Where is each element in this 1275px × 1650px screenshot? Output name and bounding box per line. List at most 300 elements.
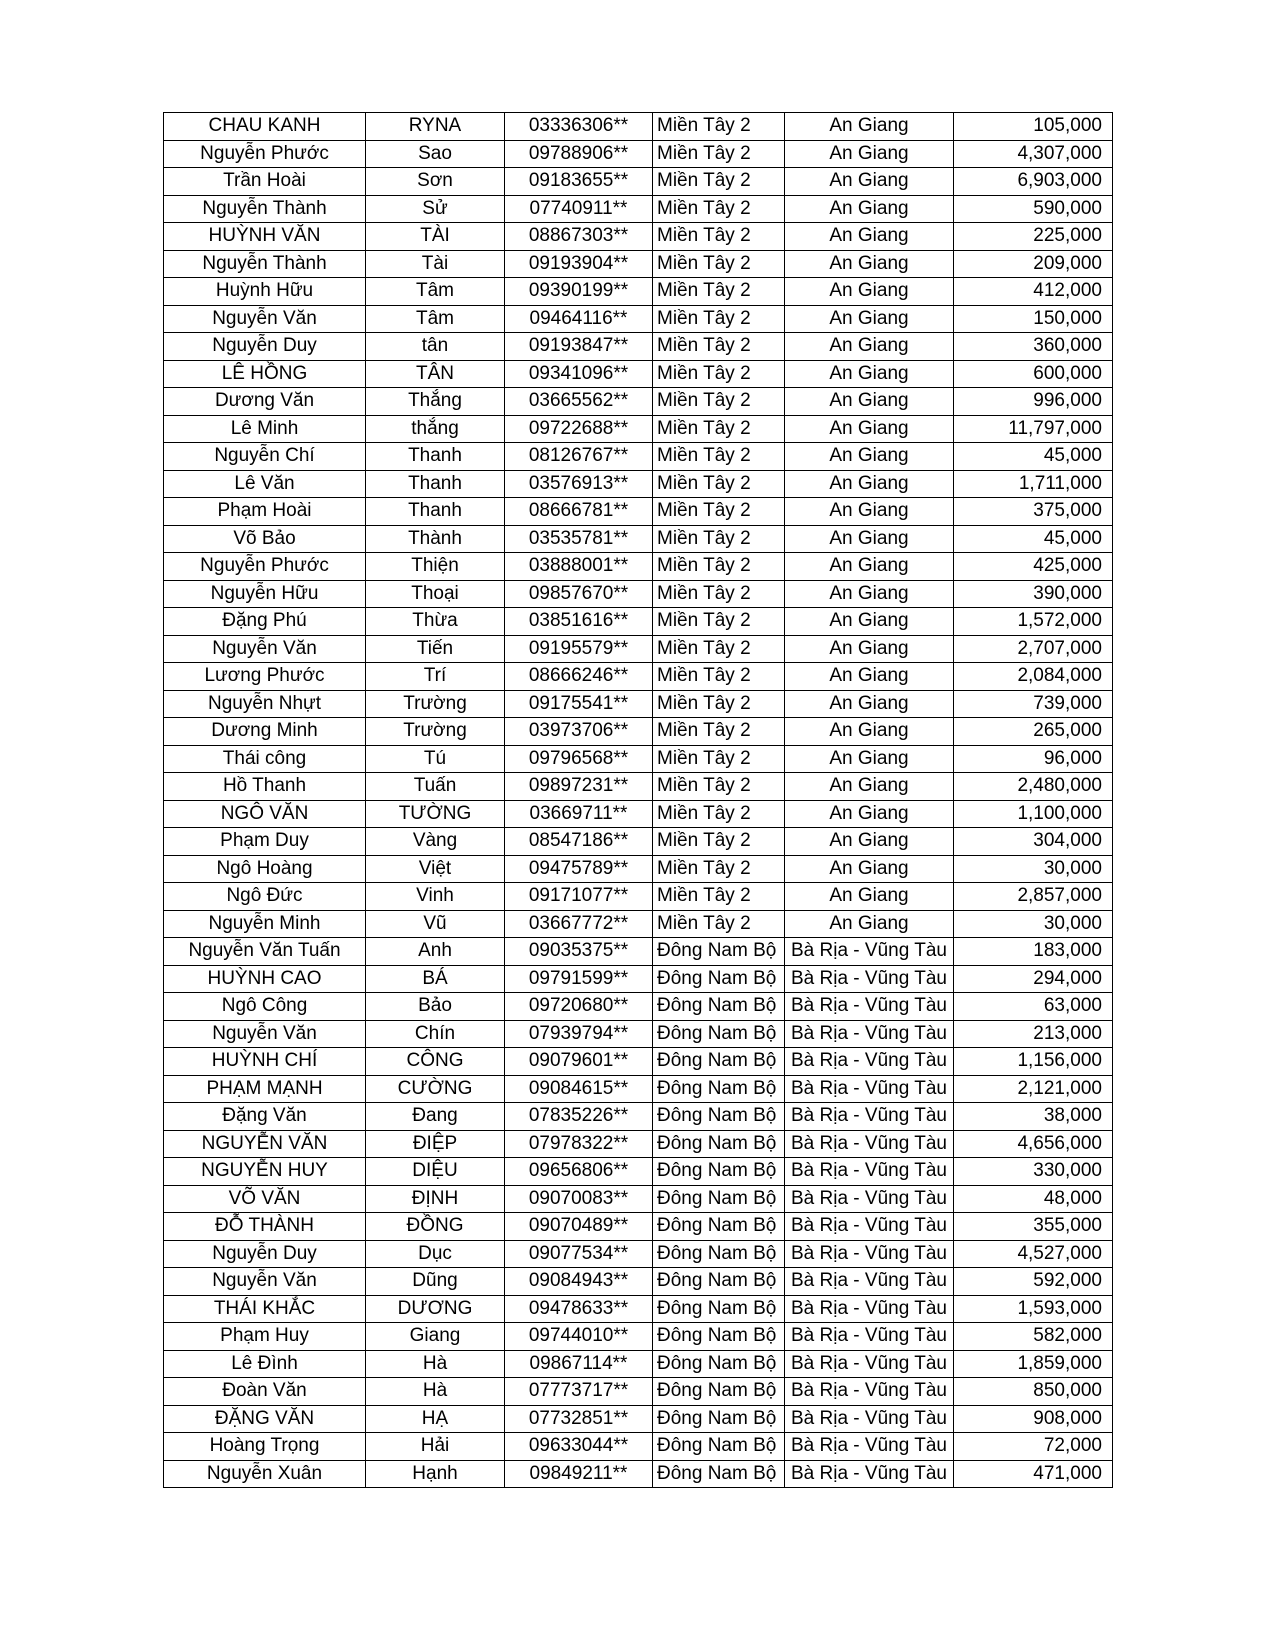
given-name-cell: Trường [366,690,505,718]
given-name-cell: Thành [366,525,505,553]
amount-cell: 11,797,000 [953,415,1112,443]
province-cell: An Giang [785,388,954,416]
region-cell: Miền Tây 2 [653,415,785,443]
region-cell: Miền Tây 2 [653,333,785,361]
phone-cell: 09656806** [505,1158,653,1186]
surname-cell: Dương Minh [164,718,366,746]
province-cell: Bà Rịa - Vũng Tàu [785,1350,954,1378]
province-cell: Bà Rịa - Vũng Tàu [785,1185,954,1213]
surname-cell: NGUYỄN VĂN [164,1130,366,1158]
province-cell: An Giang [785,910,954,938]
given-name-cell: Thắng [366,388,505,416]
table-row [164,663,1113,691]
given-name-cell: Sao [366,140,505,168]
table-row [164,883,1113,911]
surname-cell: Trần Hoài [164,168,366,196]
region-cell: Miền Tây 2 [653,773,785,801]
phone-cell: 08666781** [505,498,653,526]
region-cell: Miền Tây 2 [653,910,785,938]
amount-cell: 582,000 [953,1323,1112,1351]
surname-cell: Nguyễn Xuân [164,1460,366,1488]
amount-cell: 105,000 [953,113,1112,141]
table-row [164,553,1113,581]
province-cell: Bà Rịa - Vũng Tàu [785,993,954,1021]
surname-cell: Nguyễn Chí [164,443,366,471]
given-name-cell: Vàng [366,828,505,856]
phone-cell: 07835226** [505,1103,653,1131]
given-name-cell: TÂN [366,360,505,388]
phone-cell: 03535781** [505,525,653,553]
province-cell: An Giang [785,608,954,636]
table-row [164,1158,1113,1186]
given-name-cell: Sử [366,195,505,223]
surname-cell: Thái công [164,745,366,773]
given-name-cell: BÁ [366,965,505,993]
surname-cell: Lê Đình [164,1350,366,1378]
phone-cell: 09084943** [505,1268,653,1296]
amount-cell: 209,000 [953,250,1112,278]
phone-cell: 09475789** [505,855,653,883]
amount-cell: 1,156,000 [953,1048,1112,1076]
given-name-cell: Thừa [366,608,505,636]
province-cell: Bà Rịa - Vũng Tàu [785,1268,954,1296]
region-cell: Miền Tây 2 [653,223,785,251]
amount-cell: 390,000 [953,580,1112,608]
amount-cell: 30,000 [953,855,1112,883]
amount-cell: 1,100,000 [953,800,1112,828]
given-name-cell: Trí [366,663,505,691]
table-row [164,1295,1113,1323]
amount-cell: 96,000 [953,745,1112,773]
given-name-cell: Hải [366,1433,505,1461]
given-name-cell: Thiện [366,553,505,581]
surname-cell: Nguyễn Văn [164,635,366,663]
phone-cell: 03665562** [505,388,653,416]
phone-cell: 07939794** [505,1020,653,1048]
amount-cell: 4,527,000 [953,1240,1112,1268]
amount-cell: 330,000 [953,1158,1112,1186]
table-row [164,1075,1113,1103]
amount-cell: 590,000 [953,195,1112,223]
phone-cell: 09722688** [505,415,653,443]
given-name-cell: Thoại [366,580,505,608]
amount-cell: 850,000 [953,1378,1112,1406]
surname-cell: Lương Phước [164,663,366,691]
given-name-cell: ĐIỆP [366,1130,505,1158]
amount-cell: 1,572,000 [953,608,1112,636]
table-row [164,1378,1113,1406]
amount-cell: 38,000 [953,1103,1112,1131]
given-name-cell: Anh [366,938,505,966]
phone-cell: 09390199** [505,278,653,306]
surname-cell: NGÔ VĂN [164,800,366,828]
province-cell: An Giang [785,800,954,828]
surname-cell: HUỲNH VĂN [164,223,366,251]
surname-cell: ĐỖ THÀNH [164,1213,366,1241]
phone-cell: 09744010** [505,1323,653,1351]
given-name-cell: Hà [366,1378,505,1406]
province-cell: Bà Rịa - Vũng Tàu [785,1020,954,1048]
region-cell: Miền Tây 2 [653,525,785,553]
phone-cell: 08666246** [505,663,653,691]
phone-cell: 03576913** [505,470,653,498]
amount-cell: 72,000 [953,1433,1112,1461]
surname-cell: Nguyễn Văn [164,1268,366,1296]
given-name-cell: thắng [366,415,505,443]
region-cell: Đông Nam Bộ [653,1268,785,1296]
amount-cell: 265,000 [953,718,1112,746]
phone-cell: 03851616** [505,608,653,636]
given-name-cell: Vũ [366,910,505,938]
province-cell: Bà Rịa - Vũng Tàu [785,1103,954,1131]
province-cell: An Giang [785,415,954,443]
region-cell: Đông Nam Bộ [653,1103,785,1131]
table-row [164,1460,1113,1488]
given-name-cell: Dục [366,1240,505,1268]
given-name-cell: CƯỜNG [366,1075,505,1103]
region-cell: Miền Tây 2 [653,168,785,196]
amount-cell: 183,000 [953,938,1112,966]
phone-cell: 09633044** [505,1433,653,1461]
amount-cell: 412,000 [953,278,1112,306]
amount-cell: 150,000 [953,305,1112,333]
region-cell: Đông Nam Bộ [653,1295,785,1323]
surname-cell: HUỲNH CAO [164,965,366,993]
province-cell: Bà Rịa - Vũng Tàu [785,1323,954,1351]
phone-cell: 09077534** [505,1240,653,1268]
given-name-cell: Tuấn [366,773,505,801]
table-row [164,168,1113,196]
surname-cell: Nguyễn Duy [164,333,366,361]
table-row [164,828,1113,856]
table-row [164,140,1113,168]
phone-cell: 03888001** [505,553,653,581]
region-cell: Miền Tây 2 [653,470,785,498]
phone-cell: 07732851** [505,1405,653,1433]
surname-cell: Nguyễn Nhựt [164,690,366,718]
given-name-cell: Tâm [366,278,505,306]
phone-cell: 09791599** [505,965,653,993]
province-cell: Bà Rịa - Vũng Tàu [785,965,954,993]
surname-cell: Phạm Duy [164,828,366,856]
given-name-cell: DƯƠNG [366,1295,505,1323]
phone-cell: 09788906** [505,140,653,168]
province-cell: An Giang [785,745,954,773]
region-cell: Đông Nam Bộ [653,938,785,966]
province-cell: An Giang [785,883,954,911]
province-cell: Bà Rịa - Vũng Tàu [785,1295,954,1323]
given-name-cell: Sơn [366,168,505,196]
amount-cell: 48,000 [953,1185,1112,1213]
given-name-cell: DIỆU [366,1158,505,1186]
table-row [164,910,1113,938]
amount-cell: 30,000 [953,910,1112,938]
given-name-cell: Chín [366,1020,505,1048]
table-row [164,1405,1113,1433]
phone-cell: 03973706** [505,718,653,746]
given-name-cell: ĐỒNG [366,1213,505,1241]
region-cell: Đông Nam Bộ [653,1185,785,1213]
region-cell: Đông Nam Bộ [653,1240,785,1268]
surname-cell: Nguyễn Văn Tuấn [164,938,366,966]
province-cell: An Giang [785,470,954,498]
amount-cell: 294,000 [953,965,1112,993]
phone-cell: 07978322** [505,1130,653,1158]
amount-cell: 2,121,000 [953,1075,1112,1103]
phone-cell: 09849211** [505,1460,653,1488]
table-row [164,635,1113,663]
given-name-cell: Trường [366,718,505,746]
province-cell: An Giang [785,333,954,361]
phone-cell: 09193847** [505,333,653,361]
region-cell: Miền Tây 2 [653,855,785,883]
province-cell: Bà Rịa - Vũng Tàu [785,1130,954,1158]
phone-cell: 07740911** [505,195,653,223]
table-row [164,690,1113,718]
amount-cell: 425,000 [953,553,1112,581]
table-row [164,470,1113,498]
given-name-cell: Vinh [366,883,505,911]
province-cell: An Giang [785,168,954,196]
province-cell: An Giang [785,195,954,223]
region-cell: Miền Tây 2 [653,800,785,828]
amount-cell: 600,000 [953,360,1112,388]
surname-cell: Ngô Công [164,993,366,1021]
region-cell: Đông Nam Bộ [653,1323,785,1351]
phone-cell: 09175541** [505,690,653,718]
surname-cell: NGUYỄN HUY [164,1158,366,1186]
province-cell: An Giang [785,553,954,581]
phone-cell: 09193904** [505,250,653,278]
surname-cell: HUỲNH CHÍ [164,1048,366,1076]
phone-cell: 09183655** [505,168,653,196]
given-name-cell: Hà [366,1350,505,1378]
region-cell: Miền Tây 2 [653,443,785,471]
table-row [164,1213,1113,1241]
region-cell: Miền Tây 2 [653,305,785,333]
table-row [164,580,1113,608]
table-row [164,443,1113,471]
table-row [164,360,1113,388]
province-cell: An Giang [785,250,954,278]
surname-cell: Nguyễn Thành [164,195,366,223]
region-cell: Miền Tây 2 [653,883,785,911]
phone-cell: 09720680** [505,993,653,1021]
table-row [164,415,1113,443]
surname-cell: PHẠM MẠNH [164,1075,366,1103]
table-row [164,773,1113,801]
given-name-cell: ĐỊNH [366,1185,505,1213]
surname-cell: Nguyễn Văn [164,1020,366,1048]
region-cell: Đông Nam Bộ [653,1048,785,1076]
phone-cell: 09035375** [505,938,653,966]
region-cell: Miền Tây 2 [653,635,785,663]
province-cell: Bà Rịa - Vũng Tàu [785,1433,954,1461]
given-name-cell: Tú [366,745,505,773]
phone-cell: 09867114** [505,1350,653,1378]
surname-cell: Phạm Huy [164,1323,366,1351]
phone-cell: 09478633** [505,1295,653,1323]
phone-cell: 09857670** [505,580,653,608]
province-cell: An Giang [785,828,954,856]
province-cell: Bà Rịa - Vũng Tàu [785,1240,954,1268]
surname-cell: Nguyễn Minh [164,910,366,938]
phone-cell: 09070489** [505,1213,653,1241]
amount-cell: 908,000 [953,1405,1112,1433]
surname-cell: Ngô Hoàng [164,855,366,883]
phone-cell: 09171077** [505,883,653,911]
province-cell: An Giang [785,305,954,333]
province-cell: An Giang [785,773,954,801]
amount-cell: 996,000 [953,388,1112,416]
given-name-cell: Dũng [366,1268,505,1296]
table-row [164,965,1113,993]
surname-cell: VÕ VĂN [164,1185,366,1213]
surname-cell: Nguyễn Duy [164,1240,366,1268]
amount-cell: 471,000 [953,1460,1112,1488]
table-row [164,195,1113,223]
table-row [164,498,1113,526]
given-name-cell: Hạnh [366,1460,505,1488]
given-name-cell: tân [366,333,505,361]
table-row [164,250,1113,278]
surname-cell: Huỳnh Hữu [164,278,366,306]
province-cell: An Giang [785,525,954,553]
given-name-cell: Tài [366,250,505,278]
province-cell: An Giang [785,635,954,663]
province-cell: An Giang [785,278,954,306]
province-cell: Bà Rịa - Vũng Tàu [785,1048,954,1076]
province-cell: Bà Rịa - Vũng Tàu [785,1460,954,1488]
phone-cell: 08547186** [505,828,653,856]
region-cell: Đông Nam Bộ [653,1405,785,1433]
amount-cell: 375,000 [953,498,1112,526]
phone-cell: 09079601** [505,1048,653,1076]
amount-cell: 2,857,000 [953,883,1112,911]
province-cell: Bà Rịa - Vũng Tàu [785,1378,954,1406]
phone-cell: 09341096** [505,360,653,388]
table-row [164,525,1113,553]
region-cell: Đông Nam Bộ [653,965,785,993]
province-cell: An Giang [785,113,954,141]
surname-cell: Hồ Thanh [164,773,366,801]
given-name-cell: HẠ [366,1405,505,1433]
region-cell: Miền Tây 2 [653,360,785,388]
table-body [164,113,1113,1488]
table-row [164,800,1113,828]
province-cell: Bà Rịa - Vũng Tàu [785,1158,954,1186]
surname-cell: Lê Văn [164,470,366,498]
amount-cell: 1,711,000 [953,470,1112,498]
table-row [164,333,1113,361]
surname-cell: LÊ HỒNG [164,360,366,388]
table-row [164,1240,1113,1268]
province-cell: An Giang [785,360,954,388]
table-row [164,855,1113,883]
region-cell: Miền Tây 2 [653,113,785,141]
amount-cell: 2,707,000 [953,635,1112,663]
phone-cell: 08126767** [505,443,653,471]
region-cell: Đông Nam Bộ [653,1350,785,1378]
surname-cell: Nguyễn Phước [164,553,366,581]
region-cell: Đông Nam Bộ [653,993,785,1021]
table-row [164,1350,1113,1378]
surname-cell: Nguyễn Thành [164,250,366,278]
amount-cell: 45,000 [953,443,1112,471]
surname-cell: Đoàn Văn [164,1378,366,1406]
province-cell: An Giang [785,580,954,608]
given-name-cell: TƯỜNG [366,800,505,828]
region-cell: Miền Tây 2 [653,690,785,718]
surname-cell: Lê Minh [164,415,366,443]
phone-cell: 09796568** [505,745,653,773]
surname-cell: Đặng Văn [164,1103,366,1131]
table-row [164,278,1113,306]
surname-cell: Võ Bảo [164,525,366,553]
amount-cell: 304,000 [953,828,1112,856]
region-cell: Miền Tây 2 [653,608,785,636]
amount-cell: 355,000 [953,1213,1112,1241]
surname-cell: Nguyễn Hữu [164,580,366,608]
phone-cell: 03667772** [505,910,653,938]
surname-cell: CHAU KANH [164,113,366,141]
surname-cell: Dương Văn [164,388,366,416]
table-row [164,1048,1113,1076]
phone-cell: 09897231** [505,773,653,801]
region-cell: Đông Nam Bộ [653,1433,785,1461]
phone-cell: 07773717** [505,1378,653,1406]
table-row [164,113,1113,141]
province-cell: An Giang [785,663,954,691]
region-cell: Miền Tây 2 [653,250,785,278]
data-table [163,112,1113,1488]
region-cell: Miền Tây 2 [653,278,785,306]
table-row [164,1020,1113,1048]
table-row [164,1103,1113,1131]
table-row [164,305,1113,333]
phone-cell: 09070083** [505,1185,653,1213]
table-row [164,993,1113,1021]
amount-cell: 739,000 [953,690,1112,718]
region-cell: Miền Tây 2 [653,718,785,746]
table-row [164,745,1113,773]
province-cell: An Giang [785,718,954,746]
region-cell: Miền Tây 2 [653,140,785,168]
region-cell: Miền Tây 2 [653,745,785,773]
amount-cell: 63,000 [953,993,1112,1021]
amount-cell: 1,859,000 [953,1350,1112,1378]
province-cell: An Giang [785,855,954,883]
province-cell: An Giang [785,140,954,168]
surname-cell: ĐẶNG VĂN [164,1405,366,1433]
region-cell: Miền Tây 2 [653,580,785,608]
table-row [164,223,1113,251]
amount-cell: 2,480,000 [953,773,1112,801]
amount-cell: 225,000 [953,223,1112,251]
province-cell: Bà Rịa - Vũng Tàu [785,1405,954,1433]
amount-cell: 213,000 [953,1020,1112,1048]
province-cell: Bà Rịa - Vũng Tàu [785,1075,954,1103]
amount-cell: 1,593,000 [953,1295,1112,1323]
region-cell: Miền Tây 2 [653,553,785,581]
surname-cell: Nguyễn Văn [164,305,366,333]
given-name-cell: Thanh [366,470,505,498]
province-cell: An Giang [785,690,954,718]
amount-cell: 360,000 [953,333,1112,361]
amount-cell: 4,307,000 [953,140,1112,168]
region-cell: Đông Nam Bộ [653,1460,785,1488]
surname-cell: Hoàng Trọng [164,1433,366,1461]
